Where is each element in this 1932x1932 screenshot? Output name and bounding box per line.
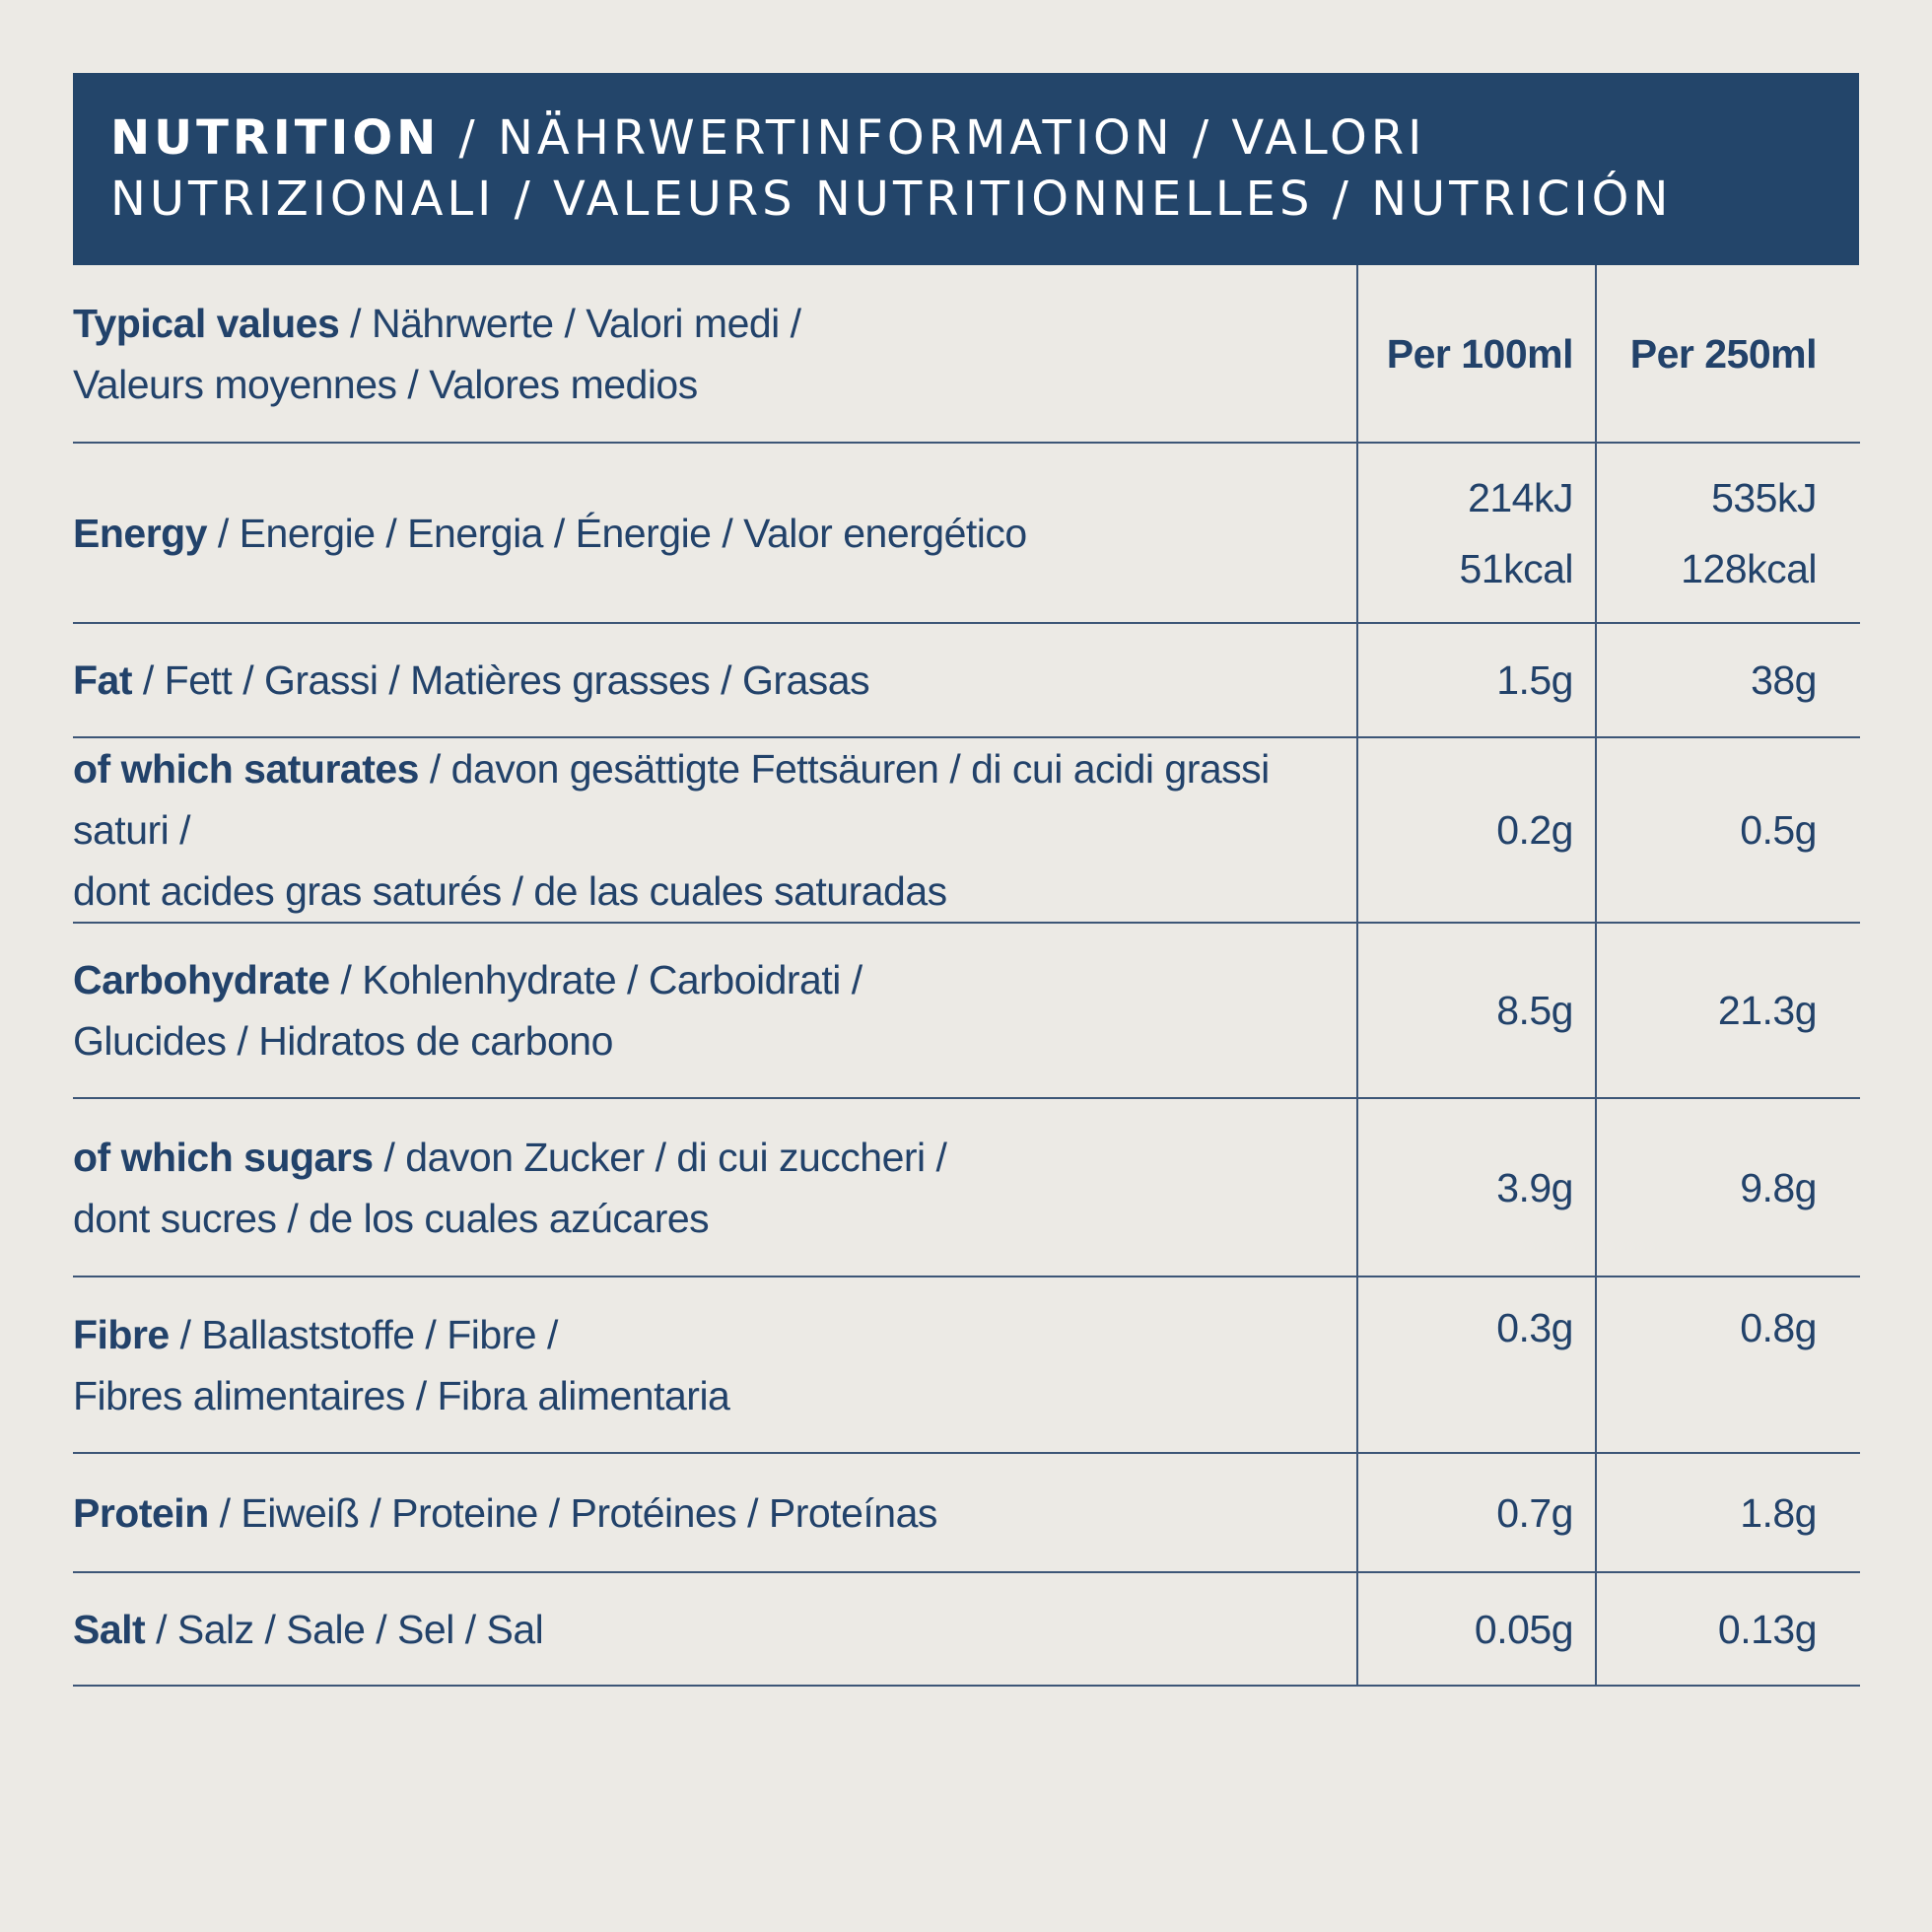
row-label-bold: Protein (73, 1489, 209, 1536)
table-row (73, 443, 1860, 623)
row-label (73, 1276, 1357, 1453)
row-label-bold: of which saturates (73, 746, 419, 792)
row-label-rest: / Ballaststoffe / Fibre / (169, 1311, 558, 1357)
value-per-100ml (1357, 443, 1596, 623)
energy-kj-100: 214kJ (1468, 474, 1573, 520)
table-row (73, 1572, 1860, 1686)
header-label-rest: / Nährwerte / Valori medi / (339, 300, 801, 346)
row-label-bold: Fat (73, 657, 132, 703)
row-label (73, 623, 1357, 737)
energy-kcal-250: 128kcal (1681, 545, 1817, 591)
row-label-line2: dont sucres / de los cuales azúcares (73, 1195, 710, 1241)
row-label-bold: Fibre (73, 1311, 170, 1357)
row-label (73, 1453, 1357, 1572)
header-label-line2: Valeurs moyennes / Valores medios (73, 361, 698, 407)
title-line-1 (110, 107, 1822, 169)
row-label (73, 737, 1357, 923)
title-bold: NUTRITION (110, 110, 441, 166)
row-label-bold: Energy (73, 510, 207, 556)
value-per-100ml: 1.5g (1357, 623, 1596, 737)
energy-kj-250: 535kJ (1711, 474, 1817, 520)
table-row (73, 1276, 1860, 1453)
table-row (73, 1098, 1860, 1276)
row-label (73, 443, 1357, 623)
header-per-250ml: Per 250ml (1596, 265, 1860, 443)
value-per-100ml: 3.9g (1357, 1098, 1596, 1276)
value-per-100ml: 0.3g (1357, 1276, 1596, 1453)
value-per-100ml: 0.05g (1357, 1572, 1596, 1686)
row-label-rest: / Kohlenhydrate / Carboidrati / (329, 957, 862, 1002)
value-per-250ml: 0.8g (1596, 1276, 1860, 1453)
table-row (73, 1453, 1860, 1572)
header-label-bold: Typical values (73, 300, 340, 346)
value-per-250ml: 0.5g (1596, 737, 1860, 923)
row-label-bold: Salt (73, 1606, 146, 1652)
value-per-250ml: 9.8g (1596, 1098, 1860, 1276)
row-label (73, 1098, 1357, 1276)
header-label (73, 265, 1357, 443)
energy-kcal-100: 51kcal (1459, 545, 1573, 591)
row-label-bold: Carbohydrate (73, 957, 330, 1002)
nutrition-panel (73, 73, 1859, 1687)
row-label-line2: dont acides gras saturés / de las cuales saturadas (73, 868, 947, 914)
row-label-rest: / Eiweiß / Proteine / Protéines / Proteínas (208, 1489, 937, 1536)
row-label-rest: / davon Zucker / di cui zuccheri / (373, 1134, 947, 1180)
table-row (73, 923, 1860, 1098)
value-per-250ml: 1.8g (1596, 1453, 1860, 1572)
row-label-rest: / Salz / Sale / Sel / Sal (145, 1606, 544, 1652)
row-label-line2: Glucides / Hidratos de carbono (73, 1018, 613, 1064)
row-label-rest: / davon gesättigte Fettsäuren / di cui acidi grassi saturi / (73, 746, 1270, 853)
row-label-bold: of which sugars (73, 1134, 374, 1180)
row-label (73, 923, 1357, 1098)
value-per-250ml: 21.3g (1596, 923, 1860, 1098)
value-per-250ml: 0.13g (1596, 1572, 1860, 1686)
nutrition-table (73, 265, 1860, 1687)
row-label-rest: / Fett / Grassi / Matières grasses / Grasas (132, 657, 870, 703)
row-label-rest: / Energie / Energia / Énergie / Valor energético (207, 510, 1027, 556)
value-per-100ml: 8.5g (1357, 923, 1596, 1098)
title-line-2: NUTRIZIONALI / VALEURS NUTRITIONNELLES / NUTRICIÓN (110, 172, 1673, 227)
nutrition-title-band (73, 73, 1859, 265)
row-label-line2: Fibres alimentaires / Fibra alimentaria (73, 1372, 730, 1418)
value-per-100ml: 0.2g (1357, 737, 1596, 923)
table-row (73, 737, 1860, 923)
title-rest: / NÄHRWERTINFORMATION / VALORI (440, 110, 1426, 166)
row-label (73, 1572, 1357, 1686)
value-per-250ml (1596, 443, 1860, 623)
table-header-row (73, 265, 1860, 443)
value-per-250ml: 38g (1596, 623, 1860, 737)
value-per-100ml: 0.7g (1357, 1453, 1596, 1572)
header-per-100ml: Per 100ml (1357, 265, 1596, 443)
table-row (73, 623, 1860, 737)
